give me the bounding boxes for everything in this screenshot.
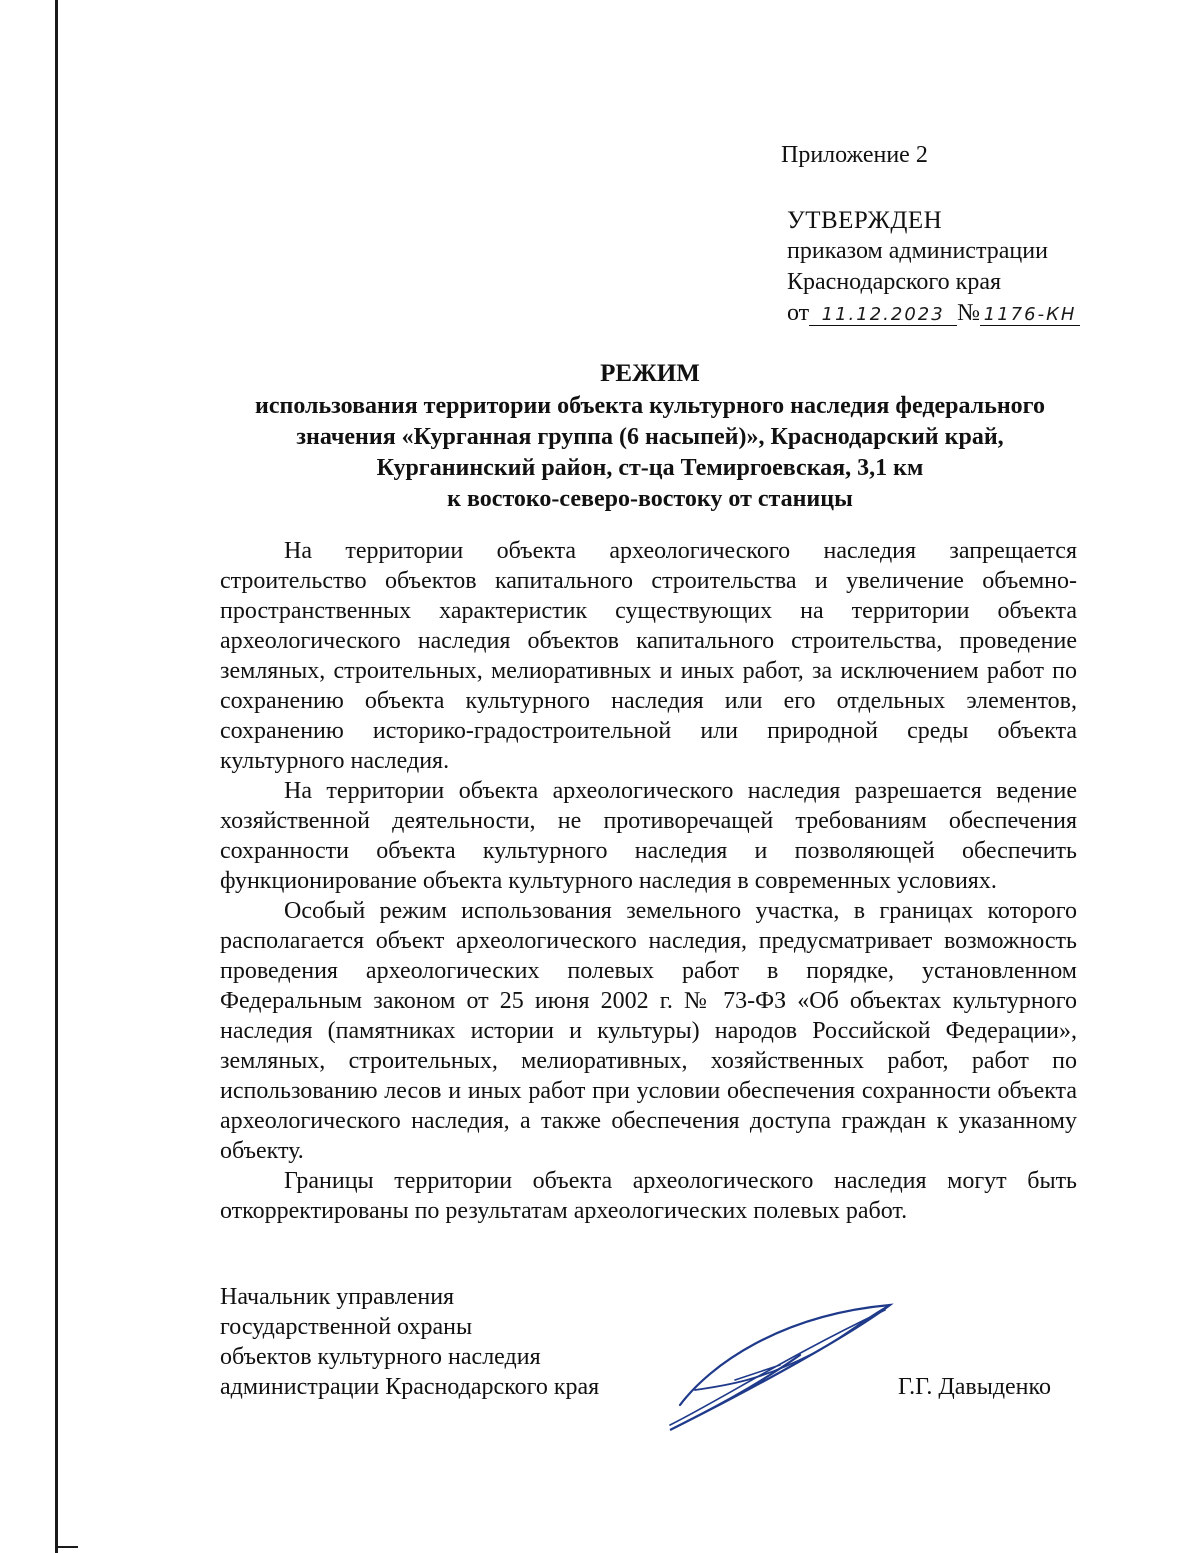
approval-order-line-1: приказом администрации: [787, 238, 1048, 264]
approval-heading: УТВЕРЖДЕН: [787, 207, 943, 234]
approval-block: [787, 205, 1080, 329]
page-edge-line: [55, 0, 58, 1553]
number-prefix: №: [957, 300, 981, 326]
title-main: РЕЖИМ: [600, 360, 700, 387]
body-paragraph-1: На территории объекта археологического наследия запрещается строительство объектов капитального строительства и увеличение объемно-пространственных характеристик существующих на территории объекта археологического наследия объектов капитального строительства, проведение земляных, строительных, мелиоративных и иных работ, за исключением работ по сохранению объекта культурного наследия или его отдельных элементов, сохранению историко-градостроительной или природной среды объекта культурного наследия.: [220, 538, 1077, 774]
handwritten-date: 11.12.2023: [809, 305, 957, 326]
position-line-1: Начальник управления: [220, 1284, 455, 1310]
position-line-4: администрации Краснодарского края: [220, 1374, 600, 1400]
body-paragraph-4: Границы территории объекта археологического наследия могут быть откорректированы по результатам археологических полевых работ.: [220, 1168, 1077, 1224]
body-paragraph-3: Особый режим использования земельного участка, в границах которого располагается объект археологического наследия, предусматривает возможность проведения археологических полевых работ в порядке, установленном Федеральным законом от 25 июня 2002 г. № 73-ФЗ «Об объектах культурного наследия (памятниках истории и культуры) народов Российской Федерации», земляных, строительных, мелиоративных, хозяйственных работ, работ по использованию лесов и иных работ при условии обеспечения сохранности объекта археологического наследия, а также обеспечения доступа граждан к указанному объекту.: [220, 898, 1077, 1164]
date-prefix: от: [787, 300, 810, 326]
approval-order-line-2: Краснодарского края: [787, 269, 1002, 295]
position-line-2: государственной охраны: [220, 1314, 473, 1340]
body-paragraph-2: На территории объекта археологического наследия разрешается ведение хозяйственной деятельности, не противоречащей требованиям обеспечения сохранности объекта культурного наследия и позволяющей обеспечить функционирование объекта культурного наследия в современных условиях.: [220, 778, 1077, 894]
document-body: [220, 536, 1077, 1226]
handwritten-signature: [640, 1295, 900, 1445]
title-line-1: использования территории объекта культурного наследия федерального: [255, 393, 1045, 419]
position-line-3: объектов культурного наследия: [220, 1344, 541, 1370]
signatory-position: [220, 1282, 599, 1402]
page-edge-mark: [58, 1546, 78, 1548]
document-title: [150, 358, 1150, 515]
signatory-name: Г.Г. Давыденко: [898, 1374, 1051, 1400]
title-line-4: к востоко-северо-востоку от станицы: [447, 486, 853, 512]
title-line-2: значения «Курганная группа (6 насыпей)», Краснодарский край,: [296, 424, 1004, 450]
handwritten-order-number: 1176-КН: [980, 305, 1080, 326]
approval-date-number-line: [787, 298, 1080, 329]
title-line-3: Курганинский район, ст-ца Темиргоевская, 3,1 км: [376, 455, 924, 481]
appendix-label: Приложение 2: [781, 142, 928, 168]
